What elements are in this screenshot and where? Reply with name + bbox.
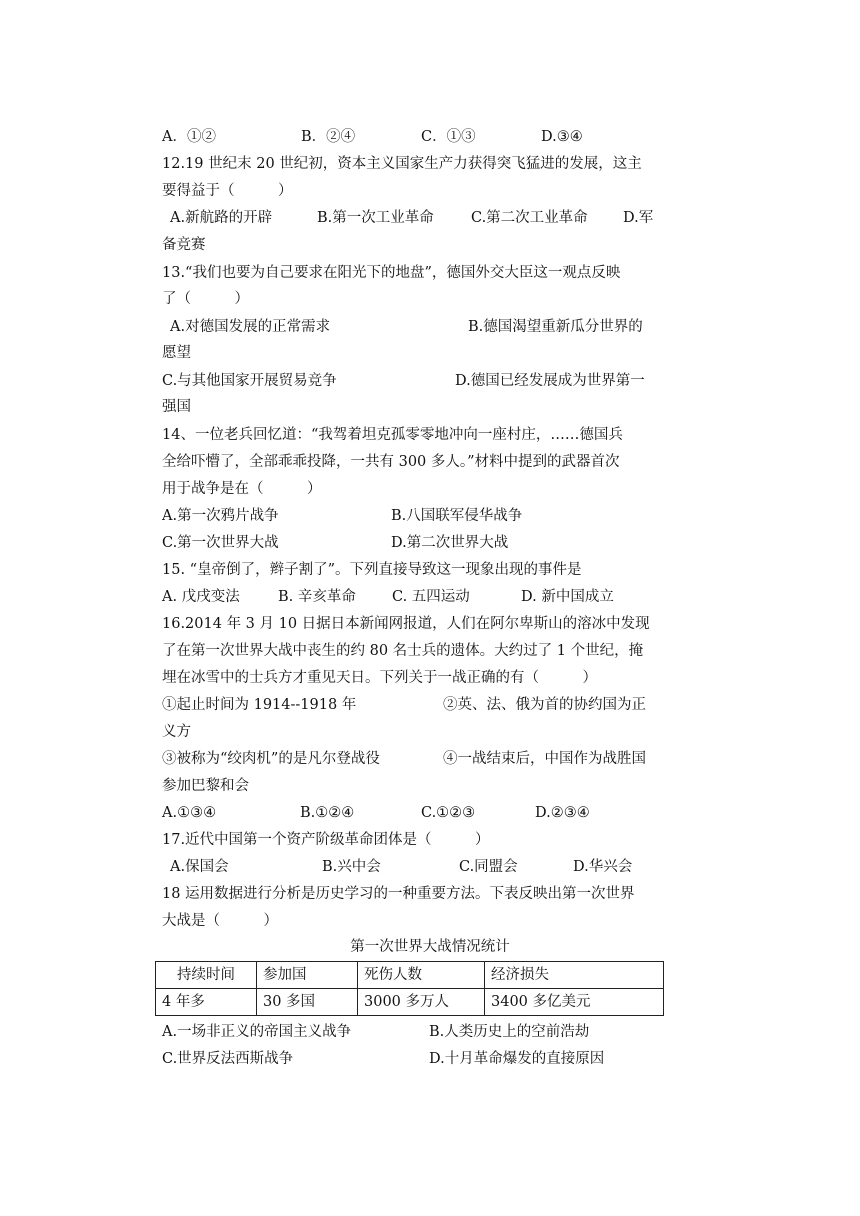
q16-option-a: A.①③④ (162, 805, 217, 821)
q11-option-a: A．①② (162, 129, 216, 145)
q16-item-2: ②英、法、俄为首的协约国为正 (443, 697, 646, 713)
q18-option-d: D.十月革命爆发的直接原因 (429, 1051, 605, 1067)
table-header-cell: 参加国 (257, 962, 358, 989)
table-cell: 3000 多万人 (358, 989, 485, 1016)
q13-option-d: D.德国已经发展成为世界第一 (455, 373, 645, 389)
q15-option-a: A. 戊戌变法 (162, 589, 240, 605)
table-header-cell: 经济损失 (485, 962, 664, 989)
q14-stem-line3: 用于战争是在（ ） (162, 481, 322, 497)
q12-option-a: A.新航路的开辟 (170, 210, 273, 226)
q18-table-caption: 第一次世界大战情况统计 (350, 939, 510, 955)
q13-stem-line2: 了（ ） (162, 291, 249, 307)
table-header-row (156, 962, 664, 989)
q12-option-b: B.第一次工业革命 (317, 210, 434, 226)
q13-stem-line1: 13.“我们也要为自己要求在阳光下的地盘”，德国外交大臣这一观点反映 (162, 265, 621, 281)
q15-option-d: D. 新中国成立 (521, 589, 614, 605)
table-cell: 30 多国 (257, 989, 358, 1016)
q11-option-d: D.③④ (541, 129, 583, 145)
q11-option-c: C．①③ (421, 129, 476, 145)
q18-stem-line2: 大战是（ ） (162, 913, 278, 929)
q13-option-b-cont: 愿望 (162, 345, 191, 361)
q12-option-d-cont: 备竞赛 (162, 237, 206, 253)
q18-stem-line1: 18 运用数据进行分析是历史学习的一种重要方法。下表反映出第一次世界 (162, 886, 635, 902)
q13-option-b: B.德国渴望重新瓜分世界的 (468, 319, 643, 335)
q16-item-1: ①起止时间为 1914--1918 年 (162, 697, 357, 713)
q16-item-4: ④一战结束后，中国作为战胜国 (443, 751, 646, 767)
q13-option-c: C.与其他国家开展贸易竞争 (162, 373, 337, 389)
q14-stem-line1: 14、一位老兵回忆道：“我驾着坦克孤零零地冲向一座村庄，……德国兵 (162, 427, 623, 443)
q18-option-b: B.人类历史上的空前浩劫 (429, 1024, 590, 1040)
q15-option-b: B. 辛亥革命 (278, 589, 356, 605)
q17-stem: 17.近代中国第一个资产阶级革命团体是（ ） (162, 832, 490, 848)
table-header-cell: 死伤人数 (358, 962, 485, 989)
q16-stem-line2: 了在第一次世界大战中丧生的约 80 名士兵的遗体。大约过了 1 个世纪，掩 (162, 643, 644, 659)
q14-stem-line2: 全给吓懵了，全部乖乖投降，一共有 300 多人。”材料中提到的武器首次 (162, 454, 620, 470)
table-row (156, 989, 664, 1016)
q11-option-b: B．②④ (301, 129, 356, 145)
q14-option-c: C.第一次世界大战 (162, 535, 279, 551)
table-cell: 3400 多亿美元 (485, 989, 664, 1016)
q16-stem-line1: 16.2014 年 3 月 10 日据日本新闻网报道，人们在阿尔卑斯山的溶冰中发现 (162, 616, 650, 632)
q17-option-d: D.华兴会 (573, 859, 633, 875)
q12-stem-line1: 12.19 世纪末 20 世纪初，资本主义国家生产力获得突飞猛进的发展，这主 (162, 156, 642, 172)
q18-stats-table (155, 961, 664, 1016)
q15-option-c: C. 五四运动 (392, 589, 470, 605)
q17-option-c: C.同盟会 (459, 859, 518, 875)
q14-option-a: A.第一次鸦片战争 (162, 508, 279, 524)
q13-option-a: A.对德国发展的正常需求 (170, 319, 331, 335)
q18-option-a: A.一场非正义的帝国主义战争 (162, 1024, 352, 1040)
q12-option-d: D.军 (623, 210, 654, 226)
q16-item-2-cont: 义方 (162, 724, 191, 740)
q17-option-a: A.保国会 (170, 859, 229, 875)
q17-option-b: B.兴中会 (322, 859, 381, 875)
q14-option-d: D.第二次世界大战 (391, 535, 509, 551)
q12-stem-line2: 要得益于（ ） (162, 183, 293, 199)
q18-option-c: C.世界反法西斯战争 (162, 1051, 294, 1067)
q16-item-4-cont: 参加巴黎和会 (162, 778, 249, 794)
table-cell: 4 年多 (156, 989, 257, 1016)
q14-option-b: B.八国联军侵华战争 (391, 508, 523, 524)
q13-option-d-cont: 强国 (162, 399, 191, 415)
q16-option-b: B.①②④ (300, 805, 355, 821)
q16-stem-line3: 埋在冰雪中的士兵方才重见天日。下列关于一战正确的有（ ） (162, 670, 597, 686)
q16-item-3: ③被称为“绞肉机”的是凡尔登战役 (162, 751, 380, 767)
q16-option-c: C.①②③ (421, 805, 476, 821)
table-header-cell: 持续时间 (156, 962, 257, 989)
q12-option-c: C.第二次工业革命 (471, 210, 588, 226)
q15-stem: 15. “皇帝倒了，辫子割了”。下列直接导致这一现象出现的事件是 (162, 562, 582, 578)
q16-option-d: D.②③④ (535, 805, 590, 821)
